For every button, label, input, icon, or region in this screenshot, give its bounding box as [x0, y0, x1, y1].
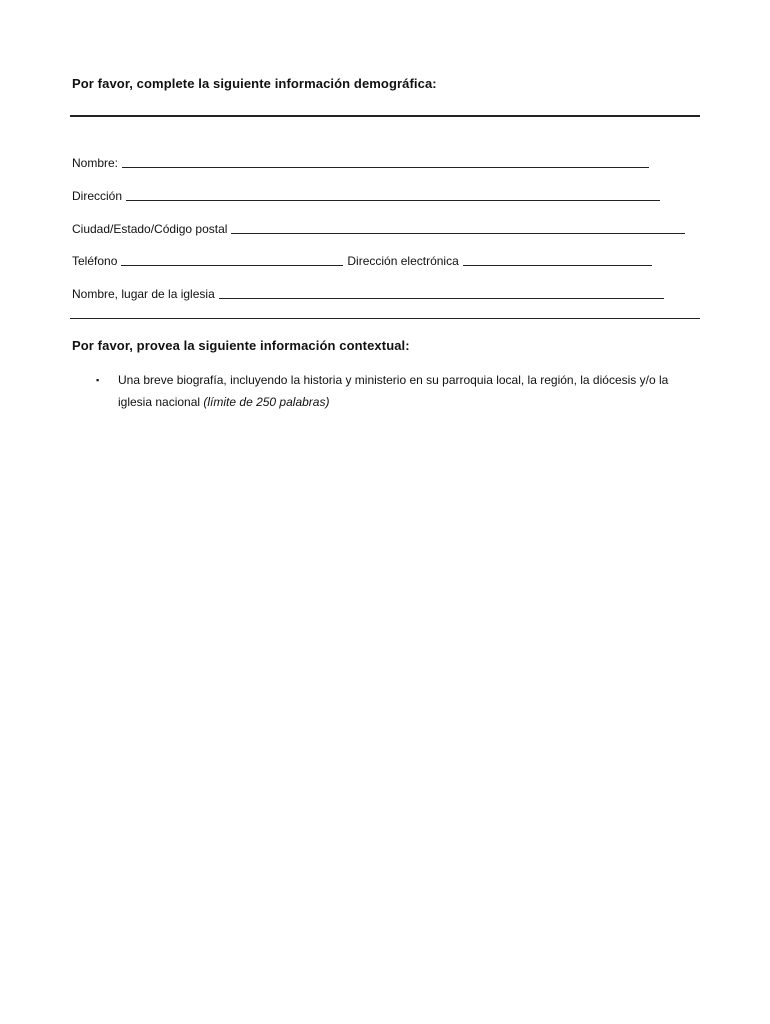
phone-blank-lead[interactable] — [121, 265, 136, 266]
word-limit-note: (límite de 250 palabras) — [203, 395, 330, 409]
city-state-zip-field-row — [72, 220, 685, 236]
section-divider-thin — [70, 318, 700, 319]
biography-instruction — [118, 369, 702, 413]
square-bullet-icon: ▪ — [96, 375, 100, 385]
phone-blank-line-2[interactable] — [213, 265, 343, 266]
name-blank-line[interactable] — [122, 167, 319, 168]
phone-blank-line[interactable] — [136, 265, 213, 266]
section-contextual-heading: Por favor, provea la siguiente información contextual: — [72, 338, 410, 353]
address-blank-line-3[interactable] — [372, 200, 660, 201]
list-item-biography — [96, 369, 702, 413]
email-blank-line-3[interactable] — [644, 265, 652, 266]
section-demographic-heading: Por favor, complete la siguiente información demográfica: — [72, 76, 437, 91]
phone-label: Teléfono — [72, 254, 118, 268]
email-blank-line-2[interactable] — [540, 265, 644, 266]
church-label: Nombre, lugar de la iglesia — [72, 287, 215, 301]
email-label: Dirección electrónica — [347, 254, 459, 268]
city-state-zip-label: Ciudad/Estado/Código postal — [72, 222, 228, 236]
name-label: Nombre: — [72, 156, 119, 170]
email-blank-line[interactable] — [463, 265, 540, 266]
name-blank-line-2[interactable] — [319, 167, 649, 168]
biography-text: Una breve biografía, incluyendo la historia y ministerio en su parroquia local, la región, la diócesis y/o la iglesia nacional — [118, 373, 669, 409]
address-blank-line[interactable] — [129, 200, 257, 201]
address-label: Dirección — [72, 189, 123, 203]
phone-email-field-row — [72, 252, 652, 268]
name-field-row — [72, 154, 649, 170]
address-blank-line-2[interactable] — [257, 200, 372, 201]
city-blank-line[interactable] — [231, 233, 314, 234]
address-field-row — [72, 187, 660, 203]
church-field-row — [72, 285, 664, 301]
city-blank-line-2[interactable] — [314, 233, 685, 234]
church-blank-line[interactable] — [219, 298, 664, 299]
section-divider-thick — [70, 115, 700, 117]
